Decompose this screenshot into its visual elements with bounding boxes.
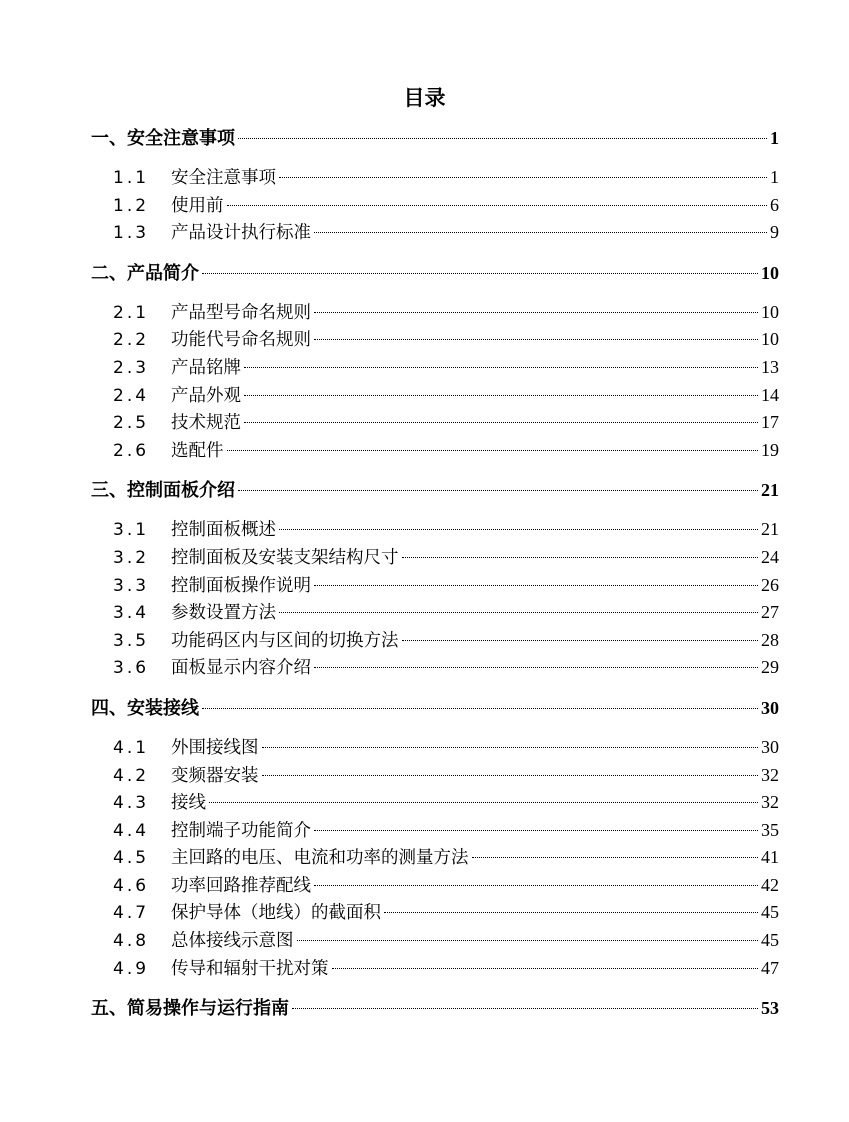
chapter-page-number: 1: [770, 128, 779, 148]
section-number: 4.8: [113, 931, 150, 952]
toc-section-4-3[interactable]: [91, 789, 779, 817]
section-number: 3.4: [113, 603, 150, 624]
toc-section-1-2[interactable]: [91, 192, 779, 220]
section-number: 2.3: [113, 357, 150, 378]
section-page-number: 21: [761, 519, 779, 540]
toc-section-3-5[interactable]: [91, 627, 779, 655]
section-page-number: 9: [770, 222, 779, 243]
section-title: 控制面板及安装支架结构尺寸: [171, 547, 399, 568]
dot-leader: [297, 940, 759, 941]
section-title: 选配件: [171, 440, 224, 461]
section-page-number: 29: [761, 657, 779, 678]
toc-section-4-9[interactable]: [91, 955, 779, 983]
section-number: 4.3: [113, 793, 150, 814]
toc-section-3-3[interactable]: [91, 572, 779, 600]
section-number: 3.6: [113, 658, 150, 679]
section-title: 使用前: [171, 195, 224, 216]
toc-chapter-5[interactable]: [91, 994, 779, 1022]
toc-section-4-7[interactable]: [91, 899, 779, 927]
section-number: 2.5: [113, 413, 150, 434]
section-title: 参数设置方法: [171, 603, 276, 624]
section-number: 1.1: [113, 168, 150, 188]
section-title: 技术规范: [171, 413, 241, 434]
section-page-number: 28: [761, 629, 779, 650]
toc-section-3-4[interactable]: [91, 599, 779, 627]
section-number: 4.2: [113, 765, 150, 786]
toc-section-2-2[interactable]: [91, 326, 779, 354]
section-list: [91, 516, 779, 682]
toc-section-2-5[interactable]: [91, 409, 779, 437]
section-page-number: 24: [761, 546, 779, 567]
section-page-number: 45: [761, 902, 779, 923]
dot-leader: [402, 557, 759, 558]
toc-chapter-2[interactable]: [91, 259, 779, 287]
section-number: 3.2: [113, 547, 150, 568]
section-page-number: 17: [761, 412, 779, 433]
section-page-number: 30: [761, 736, 779, 757]
section-number: 4.6: [113, 875, 150, 896]
dot-leader: [227, 205, 768, 206]
section-page-number: 27: [761, 602, 779, 623]
dot-leader: [314, 830, 758, 831]
dot-leader: [402, 640, 759, 641]
section-number: 4.9: [113, 958, 150, 979]
toc-section-2-4[interactable]: [91, 382, 779, 410]
dot-leader: [314, 232, 767, 233]
section-page-number: 41: [761, 847, 779, 868]
section-page-number: 14: [761, 384, 779, 405]
section-title: 外围接线图: [171, 737, 259, 758]
section-title: 产品型号命名规则: [171, 302, 311, 323]
toc-section-2-6[interactable]: [91, 437, 779, 465]
toc-section-4-6[interactable]: [91, 872, 779, 900]
section-list: [91, 164, 779, 247]
chapter-page-number: 21: [761, 480, 779, 501]
toc-section-3-6[interactable]: [91, 654, 779, 682]
dot-leader: [332, 968, 759, 969]
section-title: 控制端子功能简介: [171, 820, 311, 841]
section-number: 2.2: [113, 330, 150, 351]
section-number: 4.7: [113, 903, 150, 924]
section-page-number: 45: [761, 930, 779, 951]
section-title: 功率回路推荐配线: [171, 875, 311, 896]
dot-leader: [314, 667, 758, 668]
section-title: 控制面板操作说明: [171, 575, 311, 596]
section-page-number: 35: [761, 819, 779, 840]
section-list: [91, 734, 779, 982]
section-page-number: 1: [770, 167, 779, 187]
section-page-number: 32: [761, 792, 779, 813]
toc-chapter-4[interactable]: [91, 694, 779, 722]
section-page-number: 6: [770, 194, 779, 215]
dot-leader: [202, 708, 758, 709]
section-number: 2.4: [113, 385, 150, 406]
section-page-number: 19: [761, 439, 779, 460]
dot-leader: [238, 138, 767, 139]
toc-section-4-4[interactable]: [91, 817, 779, 845]
dot-leader: [262, 775, 759, 776]
chapter-title: 二、产品简介: [91, 262, 199, 284]
section-title: 传导和辐射干扰对策: [171, 958, 329, 979]
chapter-title: 五、简易操作与运行指南: [91, 998, 289, 1020]
section-title: 控制面板概述: [171, 520, 276, 541]
section-number: 4.4: [113, 820, 150, 841]
section-page-number: 10: [761, 329, 779, 350]
section-title: 功能码区内与区间的切换方法: [171, 630, 399, 651]
dot-leader: [244, 367, 758, 368]
section-title: 变频器安装: [171, 765, 259, 786]
chapter-page-number: 53: [761, 998, 779, 1019]
dot-leader: [209, 802, 758, 803]
dot-leader: [227, 450, 759, 451]
dot-leader: [314, 312, 758, 313]
section-page-number: 26: [761, 574, 779, 595]
section-title: 功能代号命名规则: [171, 330, 311, 351]
toc-section-2-1[interactable]: [91, 299, 779, 327]
section-page-number: 10: [761, 301, 779, 322]
section-number: 4.1: [113, 737, 150, 758]
toc-section-4-2[interactable]: [91, 762, 779, 790]
chapter-page-number: 30: [761, 697, 779, 718]
dot-leader: [202, 273, 758, 274]
dot-leader: [238, 490, 758, 491]
toc-section-3-1[interactable]: [91, 516, 779, 544]
toc-section-2-3[interactable]: [91, 354, 779, 382]
table-of-contents: [91, 124, 779, 1034]
section-number: 1.3: [113, 223, 150, 244]
chapter-title: 一、安全注意事项: [91, 128, 235, 149]
section-number: 2.1: [113, 302, 150, 323]
page-title: 目录: [403, 86, 446, 110]
dot-leader: [279, 612, 758, 613]
section-page-number: 13: [761, 356, 779, 377]
section-number: 4.5: [113, 848, 150, 869]
dot-leader: [292, 1008, 758, 1009]
section-title: 产品外观: [171, 385, 241, 406]
dot-leader: [314, 339, 758, 340]
section-page-number: 42: [761, 874, 779, 895]
section-list: [91, 299, 779, 465]
toc-section-3-2[interactable]: [91, 544, 779, 572]
dot-leader: [244, 395, 758, 396]
section-number: 1.2: [113, 195, 150, 216]
dot-leader: [279, 529, 758, 530]
chapter-page-number: 10: [761, 262, 779, 283]
section-title: 主回路的电压、电流和功率的测量方法: [171, 848, 469, 869]
dot-leader: [262, 747, 759, 748]
dot-leader: [314, 885, 758, 886]
section-number: 3.1: [113, 520, 150, 541]
section-number: 2.6: [113, 440, 150, 461]
section-page-number: 32: [761, 764, 779, 785]
section-title: 产品设计执行标准: [171, 223, 311, 244]
chapter-title: 四、安装接线: [91, 697, 199, 719]
section-number: 3.5: [113, 630, 150, 651]
section-title: 总体接线示意图: [171, 931, 294, 952]
dot-leader: [314, 585, 758, 586]
dot-leader: [384, 912, 758, 913]
toc-section-1-3[interactable]: [91, 219, 779, 247]
section-number: 3.3: [113, 575, 150, 596]
chapter-title: 三、控制面板介绍: [91, 480, 235, 502]
dot-leader: [244, 422, 758, 423]
section-title: 安全注意事项: [171, 168, 276, 188]
dot-leader: [472, 857, 759, 858]
toc-section-4-5[interactable]: [91, 844, 779, 872]
toc-section-4-1[interactable]: [91, 734, 779, 762]
toc-chapter-3[interactable]: [91, 476, 779, 504]
section-title: 产品铭牌: [171, 357, 241, 378]
toc-section-1-1[interactable]: [91, 164, 779, 192]
toc-section-4-8[interactable]: [91, 927, 779, 955]
section-title: 接线: [171, 793, 206, 814]
section-title: 保护导体（地线）的截面积: [171, 903, 381, 924]
dot-leader: [279, 177, 767, 178]
section-page-number: 47: [761, 957, 779, 978]
section-title: 面板显示内容介绍: [171, 658, 311, 679]
toc-chapter-1[interactable]: [91, 124, 779, 152]
